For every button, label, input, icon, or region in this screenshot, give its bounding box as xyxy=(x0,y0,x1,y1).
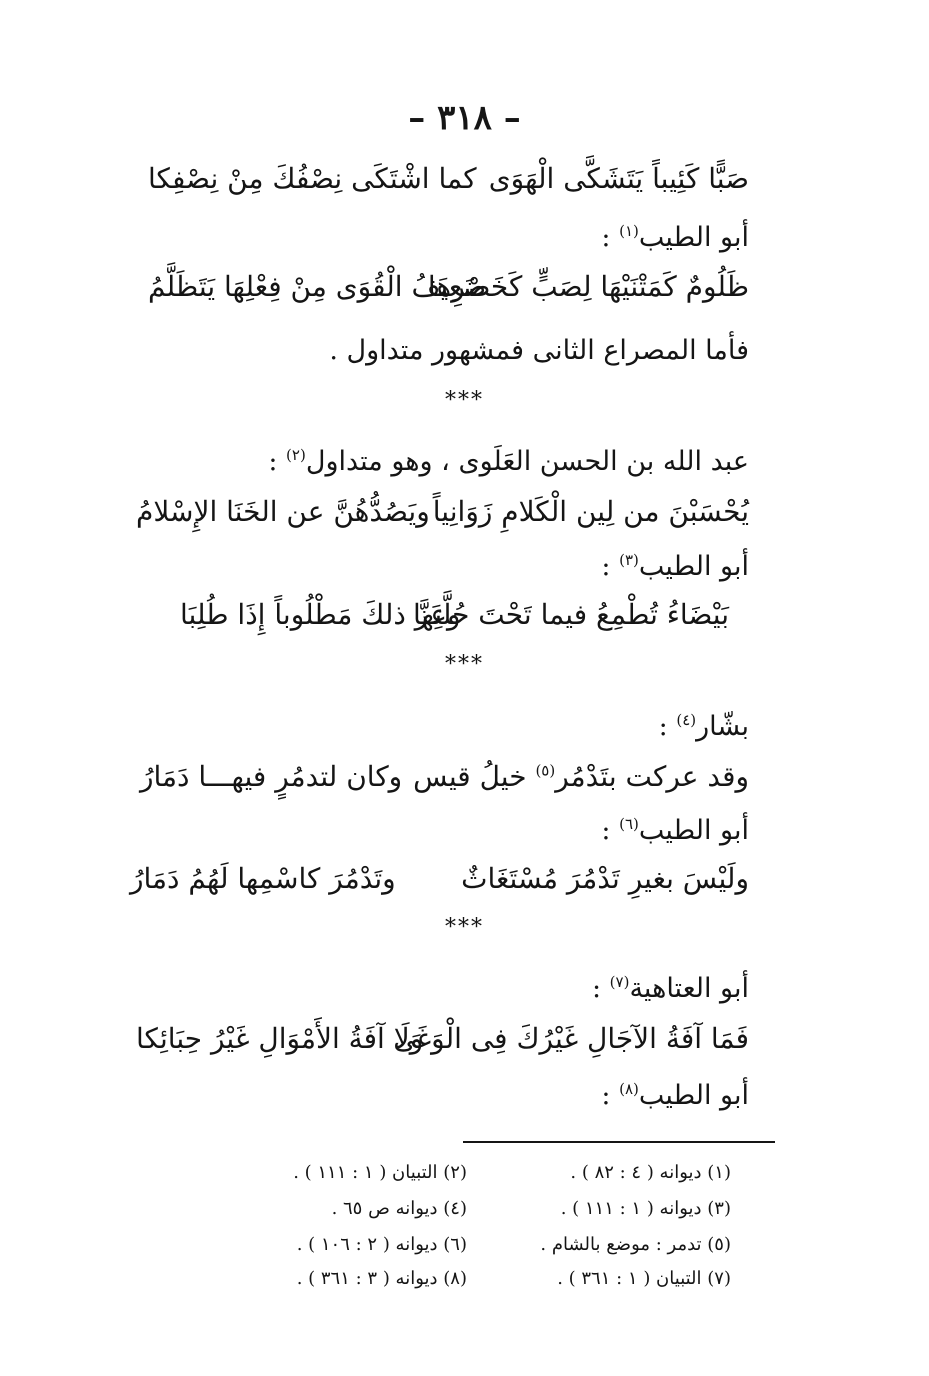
footnote-ref: (٢) xyxy=(286,446,306,464)
footnote-ref: (٨) xyxy=(619,1080,639,1098)
poet-name: أبو الطيب xyxy=(638,222,749,253)
verse-4-second-hemistich: وعَزَّ ذلكَ مَطْلُوباً إِذَا طُلِبَا xyxy=(180,598,461,631)
page-number: – ٣١٨ – xyxy=(408,98,521,138)
asterisks: *** xyxy=(445,915,484,940)
section-separator-3 xyxy=(0,915,929,940)
verse-1 xyxy=(0,162,929,206)
poet-name: عبد الله بن الحسن العَلَوى ، وهو متداول xyxy=(305,446,749,477)
verse-6 xyxy=(0,862,929,906)
poet-heading-2 xyxy=(268,446,749,477)
footnote-6: (٦) ديوانه ( ٢ : ١٠٦ ) . xyxy=(296,1234,467,1255)
footnote-divider xyxy=(463,1141,775,1143)
poet-heading-5 xyxy=(601,815,749,846)
footnote-3: (٣) ديوانه ( ١ : ١١١ ) . xyxy=(560,1198,731,1219)
footnote-ref: (٤) xyxy=(676,711,697,729)
verse-7 xyxy=(0,1022,929,1066)
footnote-1: (١) ديوانه ( ٤ : ٨٢ ) . xyxy=(570,1162,731,1183)
verse-6-first-hemistich: ولَيْسَ بغيرِ تَدْمُرَ مُسْتَغَاثٌ xyxy=(461,862,749,895)
section-separator-2 xyxy=(0,652,929,677)
asterisks: *** xyxy=(445,388,484,413)
verse-6-second-hemistich: وتَدْمُرَ كاسْمِها لَهُمُ دَمَارُ xyxy=(130,862,396,895)
poet-heading-1 xyxy=(601,222,749,253)
colon: : xyxy=(658,711,668,742)
poet-name: أبو الطيب xyxy=(638,551,749,582)
verse-7-first-hemistich: فَمَا آفَةُ الآجَالِ غَيْرُكَ فِى الْوَغَى xyxy=(393,1022,749,1055)
colon: : xyxy=(268,446,278,477)
footnote-ref: (٧) xyxy=(609,973,630,991)
footnote-ref: (٥) xyxy=(535,761,556,780)
footnote-2: (٢) التبيان ( ١ : ١١١ ) . xyxy=(293,1162,467,1183)
verse-2-second-hemistich: ضَعِيفُ الْقُوَى مِنْ فِعْلِهَا يَتَظَلَّمُ xyxy=(148,270,487,303)
poet-heading-4 xyxy=(659,711,749,742)
footnote-ref: (٦) xyxy=(619,815,639,833)
colon: : xyxy=(601,222,611,253)
verse-text: خيلُ قيس xyxy=(413,760,536,793)
verse-text: وقد عركت بتَدْمُر xyxy=(555,760,749,793)
prose-note: فأما المصراع الثانى فمشهور متداول . xyxy=(329,335,749,366)
verse-4 xyxy=(0,598,929,642)
verse-5 xyxy=(0,760,929,804)
verse-2 xyxy=(0,270,929,314)
verse-1-second-hemistich: كما اشْتَكَى نِصْفُكَ مِنْ نِصْفِكا xyxy=(148,162,477,195)
verse-5-second-hemistich: وكان لتدمُرٍ فيهـــا دَمَارُ xyxy=(140,760,403,793)
poet-name: أبو الطيب xyxy=(638,815,749,846)
poet-name: أبو الطيب xyxy=(638,1080,749,1111)
colon: : xyxy=(591,973,602,1004)
verse-7-second-hemistich: وَلَا آفَةُ الأَمْوَالِ غَيْرُ حِبَائِكا xyxy=(136,1022,424,1055)
footnote-4: (٤) ديوانه ص ٦٥ . xyxy=(331,1198,467,1219)
verse-3-second-hemistich: ويَصُدُّهُنَّ عن الخَنَا الإِسْلامُ xyxy=(136,495,430,528)
footnote-ref: (٣) xyxy=(619,551,639,569)
poet-name: أبو العتاهية xyxy=(629,973,749,1004)
verse-3-first-hemistich: يُحْسَبْنَ من لِين الْكَلامِ زَوَانِياً xyxy=(432,495,749,528)
colon: : xyxy=(601,551,611,582)
colon: : xyxy=(601,815,611,846)
footnote-8: (٨) ديوانه ( ٣ : ٣٦١ ) . xyxy=(296,1268,467,1289)
poet-name: بشّار xyxy=(696,711,749,742)
verse-1-first-hemistich: صَبًّا كَئِيباً يَتَشَكَّى الْهَوَى xyxy=(488,162,749,195)
footnote-ref: (١) xyxy=(619,222,639,240)
poet-heading-6 xyxy=(592,973,749,1004)
section-separator-1 xyxy=(0,388,929,413)
verse-2-first-hemistich: ظَلُومٌ كَمَتْنَيْهَا لِصَبٍّ كَخَصْرِهَا xyxy=(427,270,749,303)
verse-5-first-hemistich xyxy=(413,760,749,793)
poet-heading-7 xyxy=(601,1080,749,1111)
verse-4-first-hemistich: بَيْضَاءُ تُطْمِعُ فيما تَحْتَ حُلَّتِها xyxy=(412,598,729,631)
asterisks: *** xyxy=(445,652,484,677)
verse-3 xyxy=(0,495,929,539)
footnote-7: (٧) التبيان ( ١ : ٣٦١ ) . xyxy=(557,1268,731,1289)
footnote-5: (٥) تدمر : موضع بالشام . xyxy=(540,1234,731,1255)
poet-heading-3 xyxy=(601,551,749,582)
colon: : xyxy=(601,1080,611,1111)
